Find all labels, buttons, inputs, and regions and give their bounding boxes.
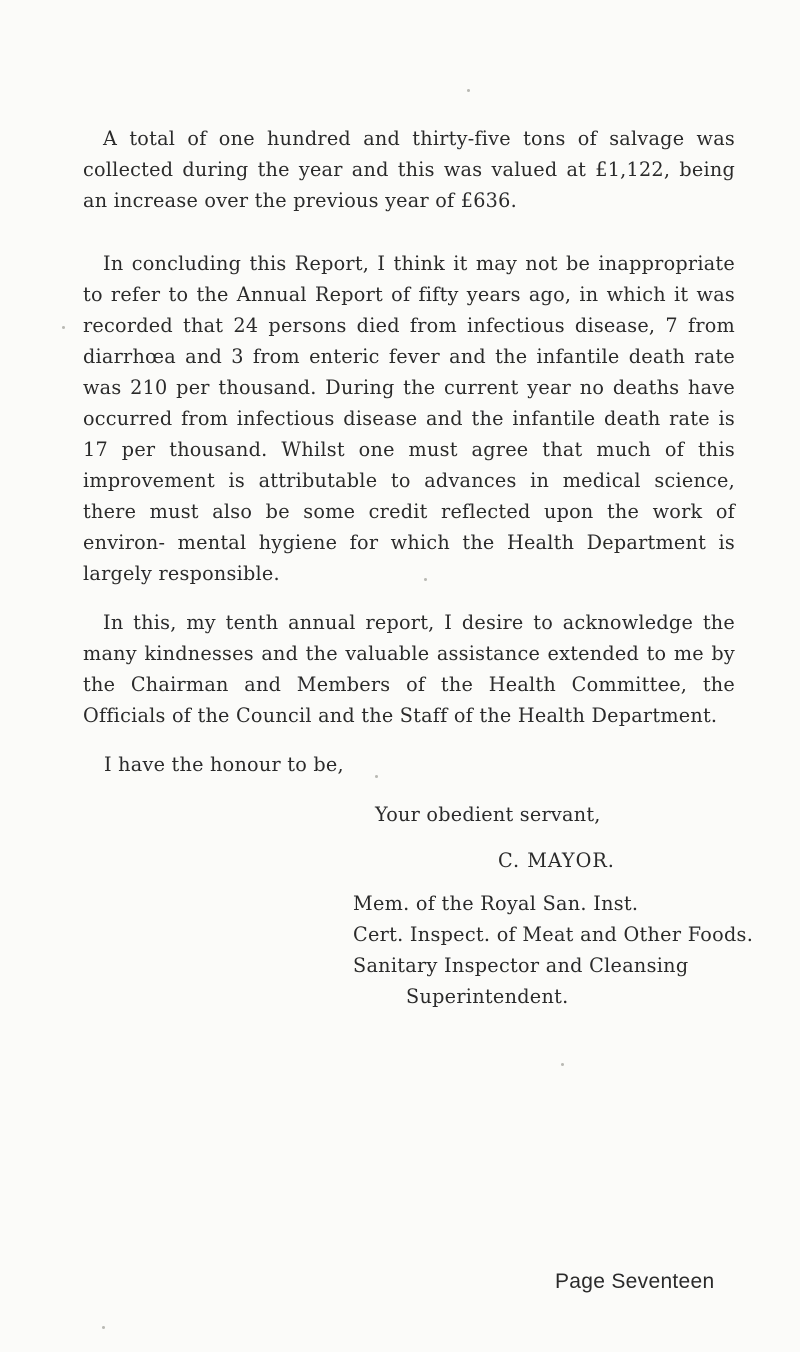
paper-speck [62, 326, 65, 329]
paper-speck [561, 1063, 564, 1066]
qualification-line: Cert. Inspect. of Meat and Other Foods. [353, 923, 754, 946]
paragraph-acknowledgement: In this, my tenth annual report, I desire to acknowledge the many kindnesses and the valuable assistance extended to me by the Chairman and Members of the Health Committee, the Officials of the Council and the Staff of the Health Department. [83, 611, 735, 727]
paper-speck [375, 775, 378, 778]
closing-honour: I have the honour to be, [104, 753, 344, 776]
paper-speck [424, 578, 427, 581]
closing-obedient-servant: Your obedient servant, [375, 803, 601, 826]
paragraph-concluding-report: In concluding this Report, I think it may not be inappropriate to refer to the Annual Report of fifty years ago, in which it was recorded that 24 persons died from infectious disease, 7 from diarrhœa and 3 from enteric fever and the infantile death rate was 210 per thousand. During the current year no deaths have occurred from infectious disease and the infantile death rate is 17 per thousand. Whilst one must agree that much of this improvement is attributable to advances in medical science, there must also be some credit reflected upon the work of environ- mental hygiene for which the Health Department is largely responsible. [83, 252, 735, 585]
signature-name: C. MAYOR. [498, 849, 615, 872]
signature-qualifications [353, 888, 753, 1012]
qualification-line: Sanitary Inspector and Cleansing [353, 954, 689, 977]
paper-speck [102, 1326, 105, 1329]
qualification-line: Superintendent. [406, 985, 569, 1008]
qualification-line: Mem. of the Royal San. Inst. [353, 892, 639, 915]
paragraph-salvage: A total of one hundred and thirty-five tons of salvage was collected during the year and this was valued at £1,122, being an increase over the previous year of £636. [83, 127, 735, 212]
page-number-footer: Page Seventeen [555, 1270, 715, 1293]
paper-speck [467, 89, 470, 92]
